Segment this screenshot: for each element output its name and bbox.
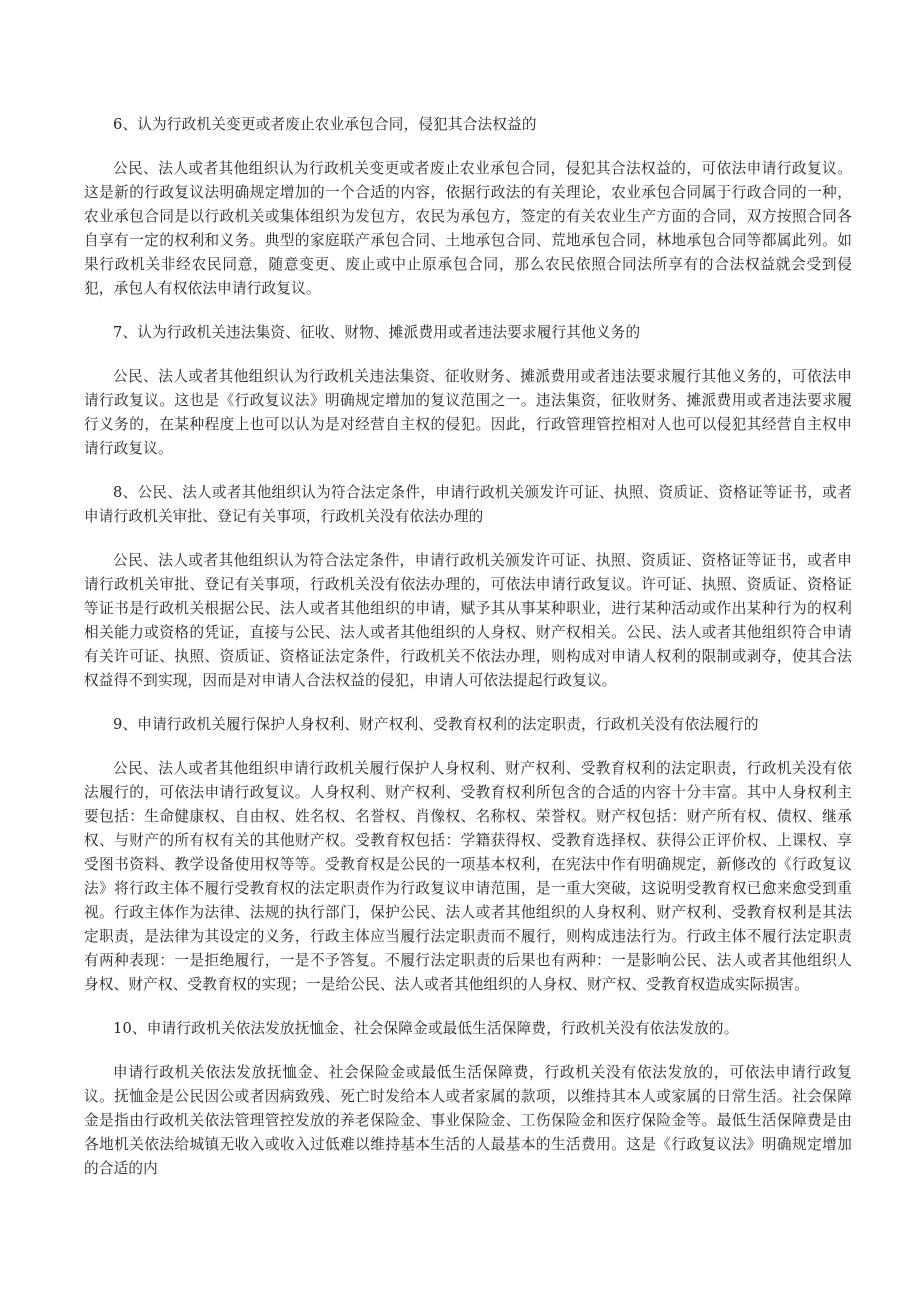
section-heading-6: 6、认为行政机关变更或者废止农业承包合同，侵犯其合法权益的 xyxy=(113,116,537,133)
section-body-7: 公民、法人或者其他组织认为行政机关违法集资、征收财务、摊派费用或者违法要求履行其他义务的，可依法申请行政复议。这也是《行政复议法》明确规定增加的复议范围之一。违法集资，征收财务、摊派费用或者违法要求履行义务的，在某种程度上也可以认为是对经营自主权的侵犯。因此，行政管理管控相对人也可以侵犯其经营自主权申请行政复议。 xyxy=(84,368,852,457)
section-body-9: 公民、法人或者其他组织申请行政机关履行保护人身权利、财产权利、受教育权利的法定职责，行政机关没有依法履行的，可依法申请行政复议。人身权利、财产权利、受教育权利所包含的合适的内容十分丰富。其中人身权利主要包括：生命健康权、自由权、姓名权、名誉权、肖像权、名称权、荣誉权。财产权包括：财产所有权、债权、继承权、与财产的所有权有关的其他财产权。受教育权包括：学籍获得权、受教育选择权、获得公正评价权、上课权、享受图书资料、教学设备使用权等等。受教育权是公民的一项基本权利，在宪法中作有明确规定，新修改的《行政复议法》将行政主体不履行受教育权的法定职责作为行政复议申请范围，是一重大突破，这说明受教育权已愈来愈受到重视。行政主体作为法律、法规的执行部门，保护公民、法人或者其他组织的人身权利、财产权利、受教育权利是其法定职责，是法律为其设定的义务，行政主体应当履行法定职责而不履行，则构成违法行为。行政主体不履行法定职责有两种表现：一是拒绝履行，一是不予答复。不履行法定职责的后果也有两种：一是影响公民、法人或者其他组织人身权、财产权、受教育权的实现；一是给公民、法人或者其他组织的人身权、财产权、受教育权造成实际损害。 xyxy=(84,760,852,993)
section-body-8: 公民、法人或者其他组织认为符合法定条件，申请行政机关颁发许可证、执照、资质证、资格证等证书，或者申请行政机关审批、登记有关事项，行政机关没有依法办理的，可依法申请行政复议。许可证、执照、资质证、资格证等证书是行政机关根据公民、法人或者其他组织的申请，赋予其从事某种职业，进行某种活动或作出某种行为的权利相关能力或资格的凭证，直接与公民、法人或者其他组织的人身权、财产权相关。公民、法人或者其他组织符合申请有关许可证、执照、资质证、资格证法定条件，行政机关不依法办理，则构成对申请人权利的限制或剥夺，使其合法权益得不到实现，因而是对申请人合法权益的侵犯，申请人可依法提起行政复议。 xyxy=(84,552,852,689)
document-page xyxy=(84,113,852,1181)
section-heading-8: 8、公民、法人或者其他组织认为符合法定条件，申请行政机关颁发许可证、执照、资质证、资格证等证书，或者申请行政机关审批、登记有关事项，行政机关没有依法办理的 xyxy=(84,484,852,525)
section-heading-10: 10、申请行政机关依法发放抚恤金、社会保障金或最低生活保障费，行政机关没有依法发放的。 xyxy=(113,1020,739,1037)
section-body-6: 公民、法人或者其他组织认为行政机关变更或者废止农业承包合同，侵犯其合法权益的，可依法申请行政复议。这是新的行政复议法明确规定增加的一个合适的内容，依据行政法的有关理论，农业承包合同属于行政合同的一种，农业承包合同是以行政机关或集体组织为发包方，农民为承包方，签定的有关农业生产方面的合同，双方按照合同各自享有一定的权利和义务。典型的家庭联产承包合同、土地承包合同、荒地承包合同，林地承包合同等都属此列。如果行政机关非经农民同意，随意变更、废止或中止原承包合同，那么农民依照合同法所享有的合法权益就会受到侵犯，承包人有权依法申请行政复议。 xyxy=(84,160,852,297)
section-heading-7: 7、认为行政机关违法集资、征收、财物、摊派费用或者违法要求履行其他义务的 xyxy=(113,324,641,341)
section-heading-9: 9、申请行政机关履行保护人身权利、财产权利、受教育权利的法定职责，行政机关没有依法履行的 xyxy=(113,716,759,733)
section-body-10: 申请行政机关依法发放抚恤金、社会保险金或最低生活保障费，行政机关没有依法发放的，可依法申请行政复议。抚恤金是公民因公或者因病致残、死亡时发给本人或者家属的款项，以维持其本人或家属的日常生活。社会保障金是指由行政机关依法管理管控发放的养老保险金、事业保险金、工伤保险金和医疗保险金等。最低生活保障费是由各地机关依法给城镇无收入或收入过低难以维持基本生活的人最基本的生活费用。这是《行政复议法》明确规定增加的合适的内 xyxy=(84,1064,852,1177)
